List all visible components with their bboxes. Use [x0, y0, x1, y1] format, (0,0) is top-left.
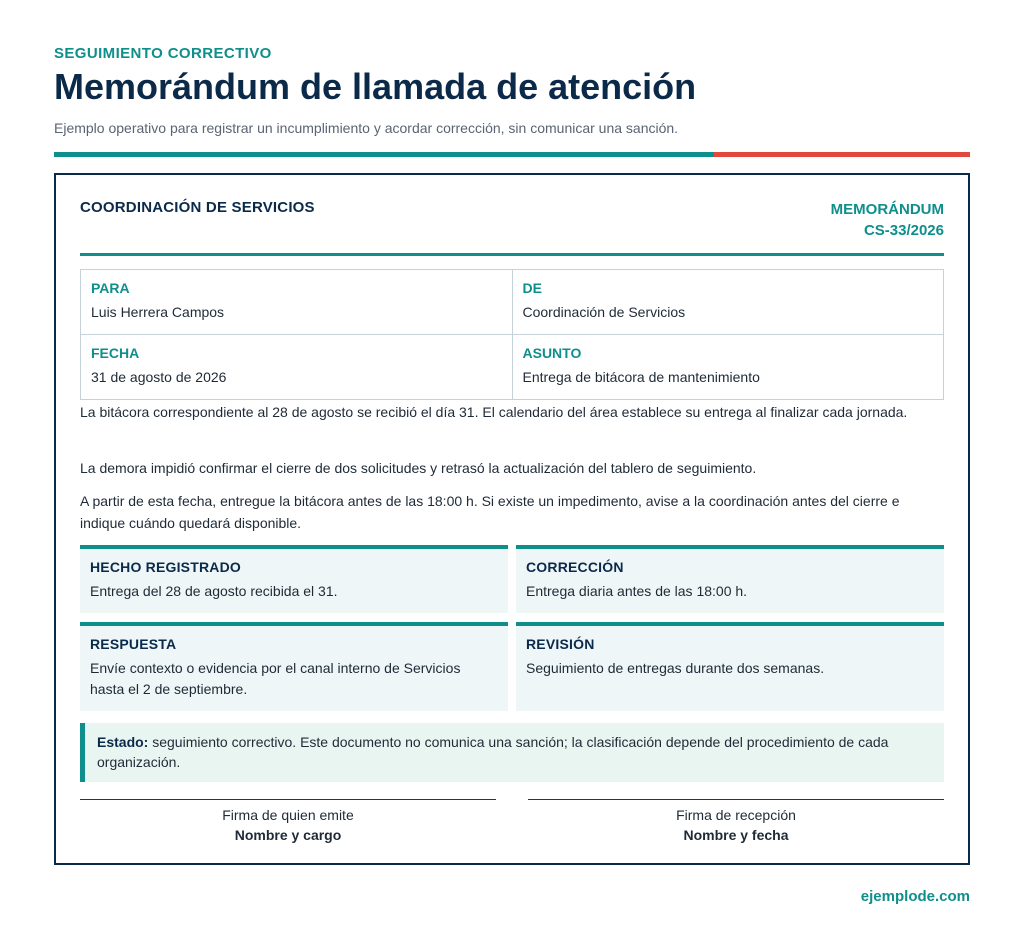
- signature-recipient: [528, 799, 944, 843]
- field-fecha: [81, 335, 513, 400]
- card-title: HECHO REGISTRADO: [90, 559, 241, 575]
- card-hecho-registrado: [80, 545, 508, 613]
- memo-paragraph: La bitácora correspondiente al 28 de agosto se recibió el día 31. El calendario del área establece su entrega al finalizar cada jornada.: [80, 404, 908, 420]
- memo-type: MEMORÁNDUM: [830, 201, 944, 218]
- page-title: Memorándum de llamada de atención: [54, 66, 697, 107]
- card-text: Entrega del 28 de agosto recibida el 31.: [90, 583, 338, 599]
- header-divider: [54, 152, 970, 157]
- field-para: [81, 270, 513, 335]
- signature-label: Firma de quien emite: [222, 807, 354, 823]
- footer-site-link[interactable]: ejemplode.com: [860, 888, 970, 905]
- field-label: DE: [522, 280, 542, 296]
- memo-number: CS-33/2026: [863, 222, 944, 239]
- memo-paragraph: La demora impidió confirmar el cierre de dos solicitudes y retrasó la actualización del tablero de seguimiento.: [80, 460, 757, 476]
- field-de: [512, 270, 944, 335]
- status-note: [80, 723, 944, 782]
- card-correccion: [516, 545, 944, 613]
- card-title: REVISIÓN: [526, 636, 595, 652]
- card-text: Seguimiento de entregas durante dos semanas.: [526, 660, 825, 676]
- memo-header-divider: [80, 253, 944, 256]
- memo-org: COORDINACIÓN DE SERVICIOS: [80, 199, 315, 216]
- signature-name: Nombre y cargo: [234, 827, 342, 843]
- status-label: Estado:: [97, 734, 149, 750]
- card-title: RESPUESTA: [90, 636, 177, 652]
- field-value: 31 de agosto de 2026: [91, 369, 227, 385]
- signature-label: Firma de recepción: [676, 807, 796, 823]
- field-asunto: [512, 335, 944, 400]
- eyebrow: SEGUIMIENTO CORRECTIVO: [54, 45, 272, 62]
- card-respuesta: [80, 622, 508, 711]
- card-text: Entrega diaria antes de las 18:00 h.: [526, 583, 748, 599]
- card-title: CORRECCIÓN: [526, 559, 624, 575]
- memo-fields-table: [80, 269, 944, 400]
- status-text: seguimiento correctivo. Este documento no comunica una sanción; la clasificación depende del procedimiento de cada organización.: [97, 734, 889, 770]
- card-text: Envíe contexto o evidencia por el canal interno de Servicios hasta el 2 de septiembre.: [90, 660, 461, 697]
- field-label: FECHA: [91, 345, 140, 361]
- memo-id: [831, 199, 944, 241]
- page-subtitle: Ejemplo operativo para registrar un incumplimiento y acordar corrección, sin comunicar una sanción.: [54, 120, 679, 136]
- field-value: Coordinación de Servicios: [522, 304, 686, 320]
- signature-name: Nombre y fecha: [683, 827, 789, 843]
- field-label: PARA: [91, 280, 130, 296]
- memo-paragraph: A partir de esta fecha, entregue la bitácora antes de las 18:00 h. Si existe un impedimento, avise a la coordinación antes del cierre e indique cuándo quedará disponible.: [80, 493, 900, 531]
- field-value: Entrega de bitácora de mantenimiento: [522, 369, 760, 385]
- memo-document: [54, 173, 970, 865]
- field-label: ASUNTO: [522, 345, 582, 361]
- field-value: Luis Herrera Campos: [91, 304, 225, 320]
- header-divider-accent: [714, 152, 970, 157]
- signature-issuer: [80, 799, 496, 843]
- card-revision: [516, 622, 944, 711]
